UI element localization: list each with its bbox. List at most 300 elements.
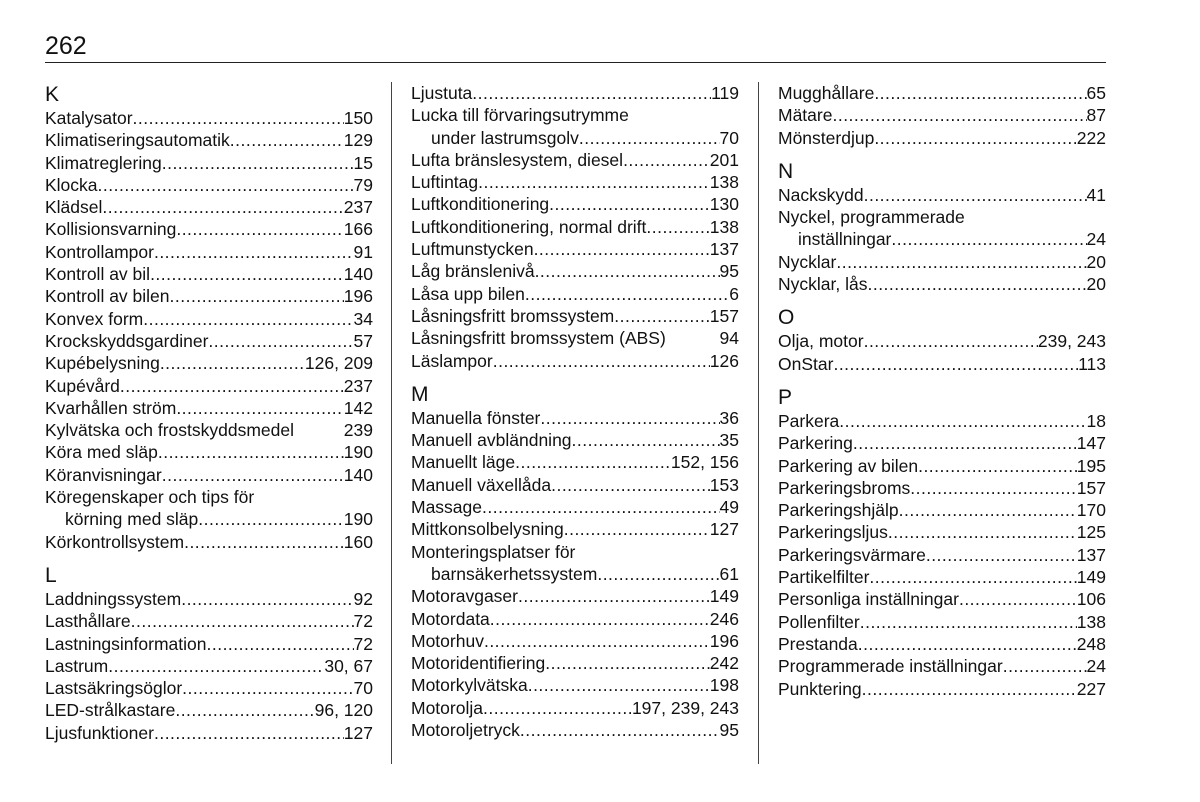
entry-pages: 142	[343, 397, 373, 418]
entry-pages: 166	[343, 219, 373, 240]
entry-line	[778, 82, 1106, 104]
entry-pages: 6	[729, 283, 739, 304]
index-entry	[411, 652, 739, 674]
section-letter: M	[411, 382, 429, 406]
entry-term: Manuella fönster	[411, 407, 541, 428]
entry-term: Låsa upp bilen	[411, 283, 525, 304]
leader-dots	[623, 149, 710, 171]
entry-pages: 91	[353, 241, 373, 262]
leader-dots	[518, 585, 710, 607]
index-entry	[411, 518, 739, 540]
entry-term: Köregenskaper och tips för	[45, 487, 255, 508]
entry-line	[411, 719, 739, 741]
entry-term: Ljustuta	[411, 83, 473, 103]
leader-dots	[176, 397, 343, 419]
entry-pages: 65	[1086, 83, 1106, 103]
index-entry	[411, 630, 739, 652]
leader-dots	[176, 218, 343, 240]
entry-term: Ljusfunktioner	[45, 722, 154, 743]
column-divider	[758, 82, 759, 764]
entry-pages: 129	[343, 130, 373, 151]
entry-pages: 190	[343, 509, 373, 530]
entry-pages: 72	[353, 633, 373, 654]
entry-pages: 106	[1076, 589, 1106, 610]
section-letter: O	[778, 306, 795, 330]
index-entry	[411, 104, 739, 149]
leader-dots	[891, 228, 1086, 250]
section-letter: P	[778, 385, 793, 409]
entry-line	[411, 451, 739, 473]
leader-dots	[869, 566, 1076, 588]
leader-dots	[534, 238, 710, 260]
entry-line	[778, 104, 1106, 126]
entry-line	[411, 238, 739, 260]
entry-line	[45, 263, 373, 285]
entry-term: Köra med släp	[45, 442, 158, 463]
entry-line	[778, 678, 1106, 700]
entry-line	[45, 699, 373, 721]
index-entry	[45, 174, 373, 196]
entry-term: Luftintag	[411, 172, 479, 193]
leader-dots	[154, 241, 354, 263]
entry-pages: 57	[353, 330, 373, 351]
index-entry	[778, 410, 1106, 432]
index-entry	[411, 541, 739, 586]
entry-pages: 87	[1086, 105, 1106, 126]
entry-pages: 96, 120	[314, 700, 373, 721]
entry-term: Nackskydd	[778, 184, 864, 205]
leader-dots	[862, 678, 1077, 700]
entry-line	[45, 508, 373, 530]
entry-term: Motoravgaser	[411, 586, 518, 607]
entry-term: Mätare	[778, 105, 833, 126]
leader-dots	[926, 544, 1077, 566]
index-entry	[45, 397, 373, 419]
index-entry	[45, 419, 373, 441]
entry-term: Klocka	[45, 174, 98, 195]
entry-subterm: inställningar	[798, 229, 892, 250]
entry-pages: 95	[719, 261, 739, 282]
leader-dots	[143, 308, 353, 330]
leader-dots	[520, 719, 720, 741]
entry-pages: 137	[1076, 544, 1106, 565]
index-entry	[45, 129, 373, 151]
leader-dots	[150, 263, 344, 285]
entry-pages: 237	[343, 197, 373, 218]
entry-term: Parkeringsvärmare	[778, 544, 926, 565]
header-rule	[45, 62, 1106, 63]
entry-line	[45, 397, 373, 419]
entry-pages: 24	[1086, 229, 1106, 250]
leader-dots	[206, 633, 353, 655]
leader-dots	[120, 375, 344, 397]
entry-pages: 18	[1086, 410, 1106, 431]
entry-term: Laddningssystem	[45, 588, 182, 609]
entry-term: Luftkonditionering, normal drift	[411, 216, 647, 237]
entry-pages: 126	[709, 350, 739, 371]
entry-term: Klädsel	[45, 197, 103, 218]
entry-line	[411, 149, 739, 171]
entry-line	[45, 241, 373, 263]
leader-dots	[579, 127, 720, 149]
index-entry	[45, 531, 373, 553]
entry-pages: 190	[343, 442, 373, 463]
entry-term: Klimatreglering	[45, 152, 162, 173]
entry-term: Låsningsfritt bromssystem (ABS)	[411, 328, 666, 349]
entry-term: Motoridentifiering	[411, 653, 546, 674]
entry-line	[778, 588, 1106, 610]
index-section	[778, 159, 1106, 295]
entry-line	[45, 330, 373, 352]
entry-pages: 119	[711, 83, 739, 103]
index-entry	[45, 196, 373, 218]
entry-line	[778, 410, 1106, 432]
entry-pages: 140	[343, 464, 373, 485]
entry-line	[411, 652, 739, 674]
entry-line	[45, 174, 373, 196]
entry-term: Kontroll av bilen	[45, 286, 170, 307]
entry-line	[778, 477, 1106, 499]
entry-term: Kollisionsvarning	[45, 219, 177, 240]
entry-line	[45, 285, 373, 307]
leader-dots	[170, 285, 344, 307]
entry-line	[778, 228, 1106, 250]
entry-line	[45, 352, 373, 374]
entry-term: Kupébelysning	[45, 353, 160, 374]
index-entry	[45, 107, 373, 129]
leader-dots	[230, 129, 344, 151]
entry-line	[45, 375, 373, 397]
index-entry	[411, 585, 739, 607]
leader-dots	[839, 410, 1086, 432]
leader-dots	[864, 330, 1038, 352]
leader-dots	[528, 674, 710, 696]
entry-term: LED-strålkastare	[45, 700, 176, 721]
entry-line	[411, 474, 739, 496]
entry-term: Pollenfilter	[778, 611, 860, 632]
leader-dots	[836, 251, 1086, 273]
entry-pages: 113	[1078, 353, 1106, 374]
index-section	[411, 82, 739, 372]
entry-pages: 70	[719, 127, 739, 148]
leader-dots	[525, 283, 729, 305]
leader-dots	[98, 174, 354, 196]
leader-dots	[572, 429, 720, 451]
entry-pages: 222	[1076, 127, 1106, 148]
entry-line	[411, 496, 739, 518]
entry-line	[778, 251, 1106, 273]
leader-dots	[493, 350, 710, 372]
entry-term: Lastningsinformation	[45, 633, 207, 654]
index-entry	[778, 544, 1106, 566]
entry-pages: 92	[353, 588, 373, 609]
index-entry	[411, 260, 739, 282]
entry-term: Parkeringsljus	[778, 522, 888, 543]
index-entry	[411, 149, 739, 171]
entry-line	[778, 184, 1106, 206]
index-entry	[778, 588, 1106, 610]
index-entry	[45, 486, 373, 531]
index-entry	[45, 699, 373, 721]
index-entry	[411, 171, 739, 193]
entry-pages: 36	[719, 407, 739, 428]
leader-dots	[833, 353, 1078, 375]
leader-dots	[858, 633, 1077, 655]
entry-pages: 20	[1086, 274, 1106, 295]
index-entry	[411, 193, 739, 215]
leader-dots	[483, 697, 632, 719]
index-entry	[778, 455, 1106, 477]
index-entry	[45, 588, 373, 610]
index-entry	[778, 104, 1106, 126]
entry-term: Lucka till förvaringsutrymme	[411, 105, 629, 126]
entry-subterm: barnsäkerhetssystem	[431, 563, 598, 584]
entry-pages: 125	[1076, 522, 1106, 543]
entry-line	[778, 655, 1106, 677]
entry-pages: 127	[343, 722, 373, 743]
entry-line	[411, 350, 739, 372]
index-entry	[45, 330, 373, 352]
entry-line	[45, 441, 373, 463]
index-section	[778, 305, 1106, 375]
leader-dots	[874, 82, 1086, 104]
entry-line	[45, 633, 373, 655]
leader-dots	[158, 441, 344, 463]
entry-term: Luftmunstycken	[411, 239, 534, 260]
entry-pages: 246	[709, 608, 739, 629]
entry-pages: 239, 243	[1037, 331, 1106, 352]
leader-dots	[208, 330, 353, 352]
entry-pages: 34	[353, 308, 373, 329]
leader-dots	[874, 127, 1076, 149]
entry-line	[778, 544, 1106, 566]
page-number: 262	[45, 32, 87, 60]
entry-pages: 150	[343, 108, 373, 128]
entry-term: Manuell avbländning	[411, 430, 572, 451]
entry-term: Motorhuv	[411, 630, 484, 651]
entry-term: Kylvätska och frostskyddsmedel	[45, 420, 294, 441]
entry-line	[411, 630, 739, 652]
entry-line	[411, 585, 739, 607]
entry-pages: 196	[343, 286, 373, 307]
entry-term: Mugghållare	[778, 83, 875, 103]
entry-line	[411, 283, 739, 305]
entry-term: Parkeringshjälp	[778, 500, 899, 521]
index-entry	[411, 216, 739, 238]
index-entry	[778, 82, 1106, 104]
entry-term: Kupévård	[45, 375, 120, 396]
entry-term: Klimatiseringsautomatik	[45, 130, 230, 151]
entry-term: Lastsäkringsöglor	[45, 678, 183, 699]
entry-line	[411, 563, 739, 585]
leader-dots	[108, 655, 324, 677]
index-entry	[778, 499, 1106, 521]
entry-line	[411, 260, 739, 282]
leader-dots	[482, 496, 720, 518]
entry-line	[45, 588, 373, 610]
index-entry	[411, 429, 739, 451]
entry-term: Prestanda	[778, 633, 858, 654]
index-section	[778, 385, 1106, 700]
index-entry	[411, 697, 739, 719]
index-entry	[45, 241, 373, 263]
entry-pages: 24	[1086, 656, 1106, 677]
entry-pages: 152, 156	[670, 452, 739, 473]
entry-term: Motordata	[411, 608, 490, 629]
index-entry	[778, 678, 1106, 700]
leader-dots	[597, 563, 719, 585]
entry-pages: 242	[709, 653, 739, 674]
entry-line	[778, 455, 1106, 477]
leader-dots	[540, 407, 719, 429]
leader-dots	[102, 196, 343, 218]
leader-dots	[549, 193, 710, 215]
entry-term: Läslampor	[411, 350, 493, 371]
entry-pages: 198	[709, 675, 739, 696]
leader-dots	[959, 588, 1077, 610]
entry-term: OnStar	[778, 353, 834, 374]
entry-term: Punktering	[778, 678, 862, 699]
entry-line	[411, 518, 739, 540]
entry-term: Personliga inställningar	[778, 589, 959, 610]
entry-line	[778, 330, 1106, 352]
index-entry	[778, 432, 1106, 454]
leader-dots	[864, 184, 1087, 206]
entry-pages: 20	[1086, 251, 1106, 272]
leader-dots	[490, 608, 710, 630]
entry-pages: 153	[709, 474, 739, 495]
index-entry	[45, 610, 373, 632]
leader-dots	[131, 610, 354, 632]
entry-term: Manuell växellåda	[411, 474, 552, 495]
entry-line	[45, 308, 373, 330]
entry-pages: 30, 67	[324, 655, 373, 676]
entry-pages: 126, 209	[304, 353, 373, 374]
index-entry	[411, 305, 739, 327]
entry-pages: 35	[719, 430, 739, 451]
entry-line	[411, 193, 739, 215]
entry-line	[778, 432, 1106, 454]
entry-term: Kontroll av bil	[45, 264, 151, 285]
entry-line	[45, 218, 373, 240]
index-entry	[411, 719, 739, 741]
entry-line	[411, 608, 739, 630]
column-divider	[391, 82, 392, 764]
section-letter: L	[45, 563, 57, 587]
entry-pages: 248	[1076, 633, 1106, 654]
entry-term: Kvarhållen ström	[45, 397, 177, 418]
leader-dots	[175, 699, 314, 721]
entry-pages: 130	[709, 194, 739, 215]
index-entry	[411, 496, 739, 518]
entry-term: Manuellt läge	[411, 452, 516, 473]
leader-dots	[154, 722, 344, 744]
index-entry	[45, 633, 373, 655]
entry-term: Låsningsfritt bromssystem	[411, 305, 615, 326]
entry-pages: 127	[709, 519, 739, 540]
entry-line	[411, 407, 739, 429]
index-entry	[778, 330, 1106, 352]
entry-term: Parkering av bilen	[778, 455, 919, 476]
entry-line	[778, 273, 1106, 295]
index-entry	[45, 677, 373, 699]
entry-pages: 72	[353, 611, 373, 632]
index-entry	[45, 722, 373, 744]
leader-dots	[515, 451, 671, 473]
entry-term: Programmerade inställningar	[778, 656, 1003, 677]
entry-line	[411, 697, 739, 719]
entry-term: Massage	[411, 497, 483, 518]
entry-term: Luftkonditionering	[411, 194, 550, 215]
entry-line	[778, 499, 1106, 521]
section-letter: K	[45, 83, 60, 106]
entry-pages: 49	[719, 497, 739, 518]
index-entry	[45, 441, 373, 463]
entry-line	[45, 677, 373, 699]
leader-dots	[181, 588, 353, 610]
leader-dots	[162, 152, 354, 174]
entry-pages: 79	[353, 174, 373, 195]
index-entry	[411, 608, 739, 630]
leader-dots	[1003, 655, 1087, 677]
entry-pages: 227	[1076, 678, 1106, 699]
entry-line	[45, 107, 373, 129]
index-entry	[778, 273, 1106, 295]
entry-pages: 196	[709, 630, 739, 651]
leader-dots	[564, 518, 710, 540]
entry-line	[411, 171, 739, 193]
entry-pages: 138	[1076, 611, 1106, 632]
entry-pages: 157	[1076, 477, 1106, 498]
entry-term: Konvex form	[45, 308, 144, 329]
index-entry	[45, 285, 373, 307]
entry-line	[411, 127, 739, 149]
entry-term: Nyckel, programmerade	[778, 207, 965, 228]
entry-pages: 201	[709, 149, 739, 170]
leader-dots	[832, 104, 1086, 126]
entry-term: Kontrollampor	[45, 241, 154, 262]
entry-term: Monteringsplatser för	[411, 541, 576, 562]
entry-term: Partikelfilter	[778, 567, 870, 588]
entry-pages: 149	[1076, 567, 1106, 588]
entry-term: Lastrum	[45, 655, 109, 676]
index-entry	[778, 655, 1106, 677]
leader-dots	[133, 107, 344, 129]
entry-term: Mönsterdjup	[778, 127, 875, 148]
leader-dots	[867, 273, 1086, 295]
entry-term: Mittkonsolbelysning	[411, 519, 564, 540]
leader-dots	[484, 630, 710, 652]
index-entry	[45, 375, 373, 397]
leader-dots	[614, 305, 710, 327]
index-entry	[45, 655, 373, 677]
entry-line	[411, 82, 739, 104]
entry-term: Krockskyddsgardiner	[45, 330, 209, 351]
entry-line	[778, 566, 1106, 588]
entry-line	[45, 464, 373, 486]
entry-pages: 170	[1076, 500, 1106, 521]
entry-term: Parkera	[778, 410, 840, 431]
index-entry	[411, 350, 739, 372]
index-entry	[45, 352, 373, 374]
leader-dots	[551, 474, 710, 496]
entry-line	[45, 722, 373, 744]
entry-term: Olja, motor	[778, 331, 864, 352]
entry-term: Låg bränslenivå	[411, 261, 535, 282]
index-entry	[411, 407, 739, 429]
entry-pages: 149	[709, 586, 739, 607]
entry-term: Lasthållare	[45, 611, 131, 632]
